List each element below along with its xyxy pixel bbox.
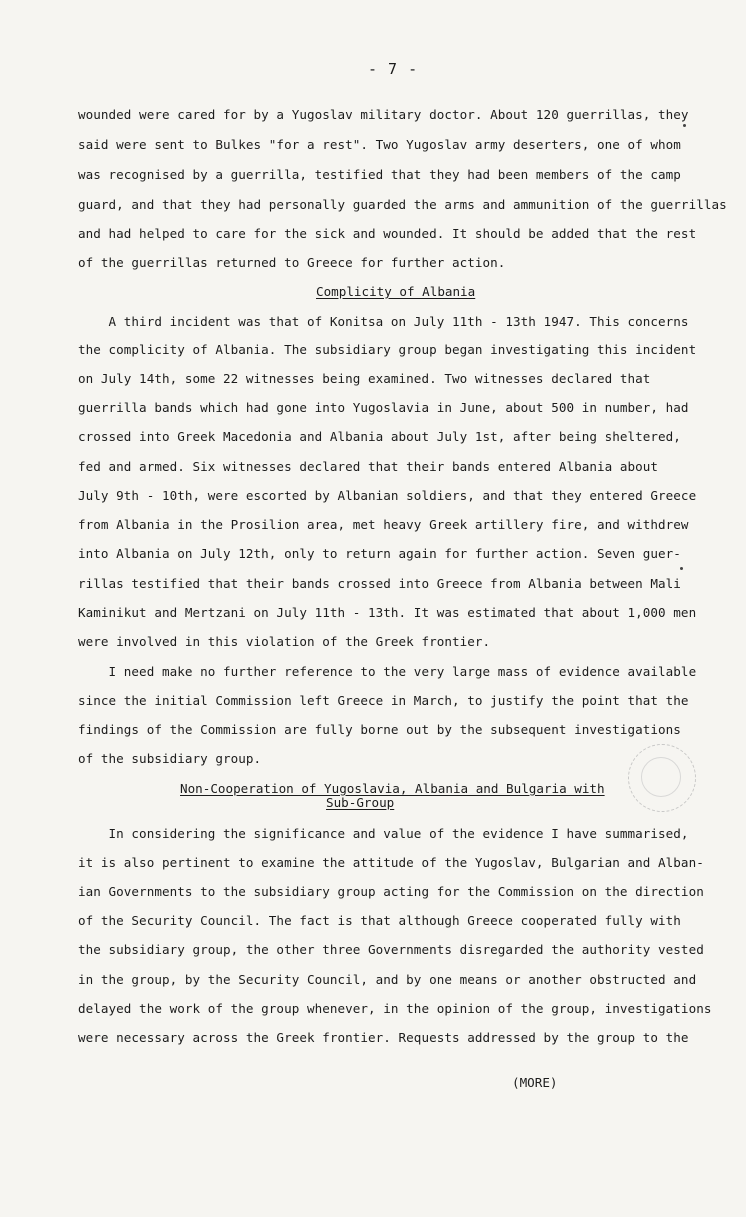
- text-line: of the guerrillas returned to Greece for further action.: [78, 255, 506, 270]
- text-line: in the group, by the Security Council, and by one means or another obstructed and: [78, 972, 697, 987]
- page-number: - 7 -: [368, 60, 419, 78]
- text-line: findings of the Commission are fully borne out by the subsequent investigations: [78, 722, 681, 737]
- more-continuation-label: (MORE): [512, 1075, 558, 1090]
- text-line: of the Security Council. The fact is that although Greece cooperated fully with: [78, 913, 681, 928]
- text-line: and had helped to care for the sick and wounded. It should be added that the rest: [78, 226, 697, 241]
- text-line: ian Governments to the subsidiary group acting for the Commission on the direction: [78, 884, 704, 899]
- text-line: crossed into Greek Macedonia and Albania about July 1st, after being sheltered,: [78, 429, 681, 444]
- text-line: it is also pertinent to examine the attitude of the Yugoslav, Bulgarian and Alban-: [78, 855, 704, 870]
- text-line: into Albania on July 12th, only to return again for further action. Seven guer-: [78, 546, 681, 561]
- text-line: said were sent to Bulkes "for a rest". Two Yugoslav army deserters, one of whom: [78, 137, 681, 152]
- text-line: A third incident was that of Konitsa on July 11th - 13th 1947. This concerns: [78, 314, 689, 329]
- text-line: were involved in this violation of the Greek frontier.: [78, 634, 491, 649]
- text-line: were necessary across the Greek frontier. Requests addressed by the group to the: [78, 1030, 689, 1045]
- ink-speck: [680, 567, 683, 570]
- text-line: the subsidiary group, the other three Governments disregarded the authority vested: [78, 942, 704, 957]
- text-line: delayed the work of the group whenever, in the opinion of the group, investigations: [78, 1001, 712, 1016]
- section-heading-complicity: Complicity of Albania: [316, 284, 476, 299]
- text-line: from Albania in the Prosilion area, met heavy Greek artillery fire, and withdrew: [78, 517, 689, 532]
- text-line: on July 14th, some 22 witnesses being examined. Two witnesses declared that: [78, 371, 651, 386]
- text-line: guard, and that they had personally guarded the arms and ammunition of the guerrillas: [78, 197, 727, 212]
- text-line: I need make no further reference to the very large mass of evidence available: [78, 664, 697, 679]
- text-line: guerrilla bands which had gone into Yugoslavia in June, about 500 in number, had: [78, 400, 689, 415]
- text-line: wounded were cared for by a Yugoslav military doctor. About 120 guerrillas, they: [78, 107, 689, 122]
- text-line: the complicity of Albania. The subsidiary group began investigating this incident: [78, 342, 697, 357]
- text-line: rillas testified that their bands crossed into Greece from Albania between Mali: [78, 576, 681, 591]
- text-line: of the subsidiary group.: [78, 751, 262, 766]
- text-line: fed and armed. Six witnesses declared that their bands entered Albania about: [78, 459, 659, 474]
- text-line: July 9th - 10th, were escorted by Albanian soldiers, and that they entered Greece: [78, 488, 697, 503]
- text-line: In considering the significance and value of the evidence I have summarised,: [78, 826, 689, 841]
- text-line: Kaminikut and Mertzani on July 11th - 13th. It was estimated that about 1,000 men: [78, 605, 697, 620]
- text-line: since the initial Commission left Greece in March, to justify the point that the: [78, 693, 689, 708]
- ink-speck: [683, 124, 686, 127]
- text-line: was recognised by a guerrilla, testified that they had been members of the camp: [78, 167, 681, 182]
- library-stamp: [628, 744, 696, 812]
- section-heading-sub-group: Sub-Group: [326, 795, 395, 810]
- section-heading-non-cooperation: Non-Cooperation of Yugoslavia, Albania and Bulgaria with: [180, 781, 605, 796]
